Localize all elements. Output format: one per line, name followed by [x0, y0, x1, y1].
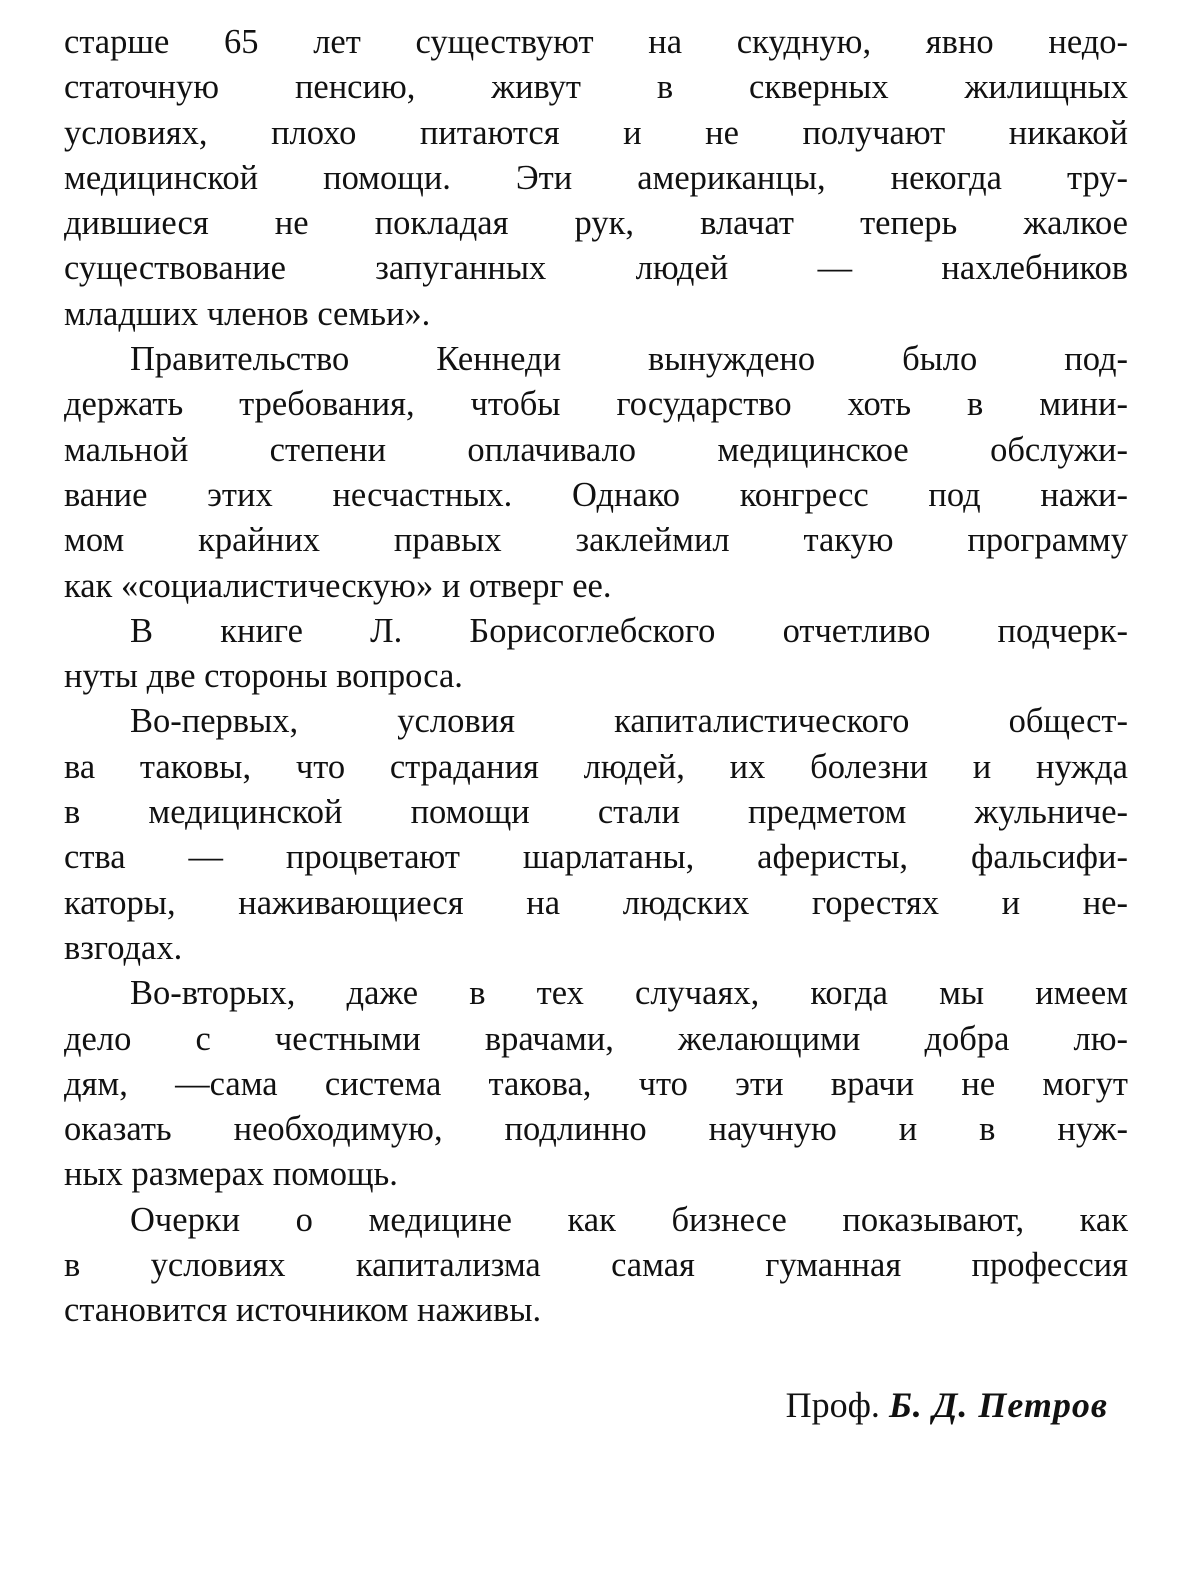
paragraph-4 — [64, 699, 1128, 971]
paragraph-2 — [64, 337, 1128, 609]
paragraph-5 — [64, 971, 1128, 1197]
text-line: в медицинской помощи стали предметом жульниче- — [64, 793, 1128, 832]
text-line: младших членов семьи». — [64, 294, 431, 333]
text-line: ства — процветают шарлатаны, аферисты, фальсифи- — [64, 838, 1128, 877]
text-line: становится источником наживы. — [64, 1291, 542, 1330]
text-line: статочную пенсию, живут в скверных жилищных — [64, 68, 1128, 107]
text-line: существование запуганных людей — нахлебников — [64, 249, 1128, 288]
text-line: Очерки о медицине как бизнесе показывают, как — [130, 1200, 1128, 1239]
text-line: нуты две стороны вопроса. — [64, 657, 463, 696]
text-line: в условиях капитализма самая гуманная профессия — [64, 1246, 1128, 1285]
text-line: мальной степени оплачивало медицинское обслужи- — [64, 430, 1128, 469]
text-line: Правительство Кеннеди вынуждено было под- — [130, 340, 1128, 379]
text-line: В книге Л. Борисоглебского отчетливо подчерк- — [130, 611, 1128, 650]
text-line: как «социалистическую» и отверг ее. — [64, 566, 612, 605]
paragraph-1 — [64, 20, 1128, 337]
text-line: дело с честными врачами, желающими добра лю- — [64, 1019, 1128, 1058]
author-name: Б. Д. Петров — [888, 1385, 1108, 1425]
author-title: Проф. — [785, 1385, 880, 1425]
paragraph-3 — [64, 609, 1128, 700]
text-line: условиях, плохо питаются и не получают никакой — [64, 113, 1128, 152]
text-line: дям, —сама система такова, что эти врачи не могут — [64, 1064, 1128, 1103]
text-line: дившиеся не покладая рук, влачат теперь жалкое — [64, 204, 1128, 243]
text-line: ва таковы, что страдания людей, их болезни и нужда — [64, 747, 1128, 786]
author-signature — [786, 1384, 1108, 1426]
text-line: взгодах. — [64, 928, 183, 967]
text-line: держать требования, чтобы государство хоть в мини- — [64, 385, 1128, 424]
text-line: каторы, наживающиеся на людских горестях и не- — [64, 883, 1128, 922]
text-line: мом крайних правых заклеймил такую программу — [64, 521, 1128, 560]
text-line: Во-первых, условия капиталистического общест- — [130, 702, 1128, 741]
text-line: ных размерах помощь. — [64, 1155, 398, 1194]
text-line: старше 65 лет существуют на скудную, явно недо- — [64, 23, 1128, 61]
paragraph-6 — [64, 1198, 1128, 1334]
document-body — [64, 20, 1128, 1334]
text-line: Во-вторых, даже в тех случаях, когда мы имеем — [130, 974, 1128, 1013]
text-line: вание этих несчастных. Однако конгресс под нажи- — [64, 475, 1128, 514]
text-line: оказать необходимую, подлинно научную и в нуж- — [64, 1110, 1128, 1149]
text-line: медицинской помощи. Эти американцы, некогда тру- — [64, 158, 1128, 197]
